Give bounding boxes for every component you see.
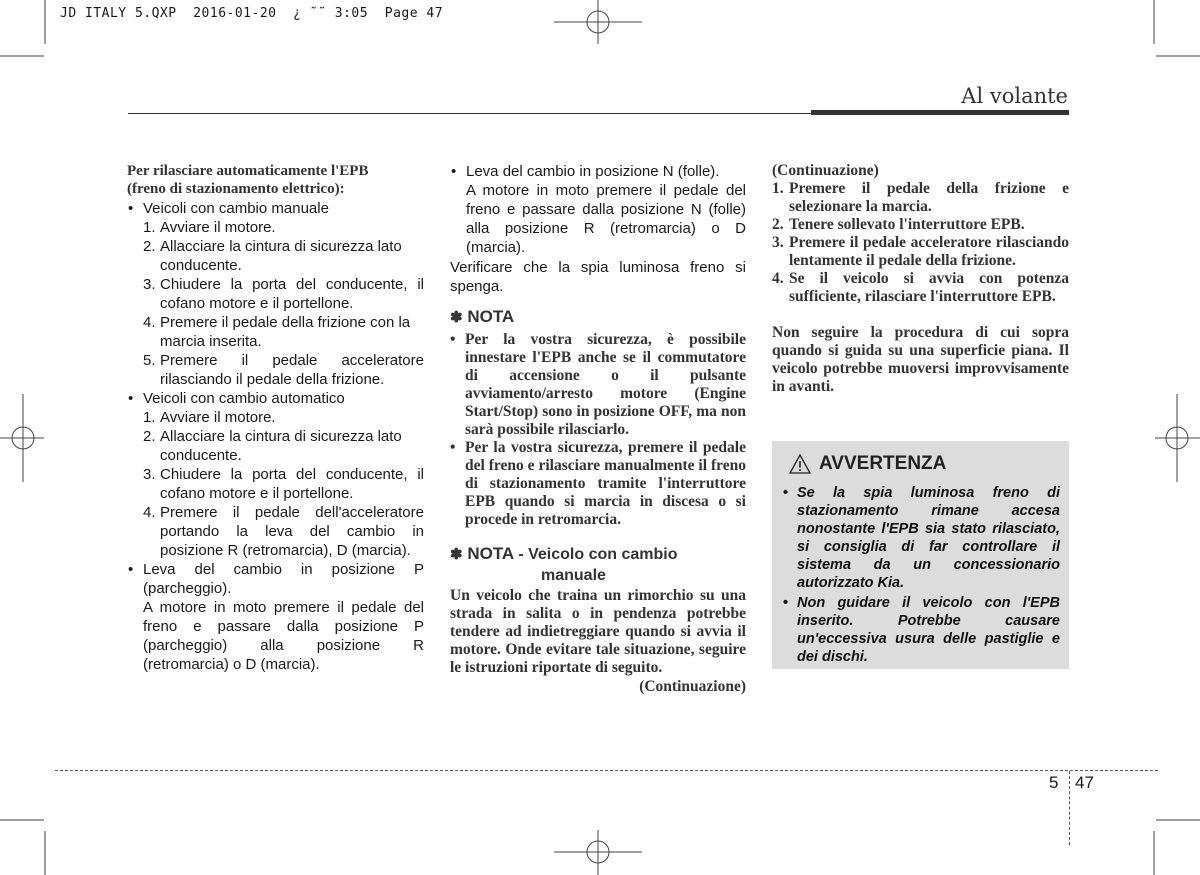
column-2 <box>450 162 746 696</box>
warning-box <box>772 441 1069 669</box>
list-item: 4. Se il veicolo si avvia con potenza sufficiente, rilasciare l'interruttore EPB. <box>772 270 1069 305</box>
list-item: 4. Premere il pedale della frizione con la marcia inserita. <box>143 314 411 350</box>
list-item: 3. Chiudere la porta del conducente, il cofano motore e il portellone. <box>143 276 424 312</box>
page-divider <box>1069 771 1070 845</box>
nota-manual-heading: ✽ NOTA - Veicolo con cambio manuale <box>450 544 678 584</box>
list-item: 2. Tenere sollevato l'interruttore EPB. <box>772 216 1025 233</box>
lever-n-text: A motore in moto premere il pedale del freno e passare dalla posizione N (folle) alla posizione R (retromarcia) o D (marcia). <box>466 182 746 256</box>
list-item: 3. Chiudere la porta del conducente, il cofano motore e il portellone. <box>143 466 424 502</box>
header-rule-thick <box>811 110 1069 115</box>
list-item: 5. Premere il pedale acceleratore rilasciando il pedale della frizione. <box>143 352 424 388</box>
lever-p-text: A motore in moto premere il pedale del freno e passare dalla posizione P (parcheggio) alla posizione R (retromarcia) o D (marcia). <box>143 599 424 673</box>
nota-item: • Per la vostra sicurezza, è possibile innestare l'EPB anche se il commutatore di accensione o il pulsante avviamento/arresto motore (Engine Start/Stop) sono in posizione OFF, ma non sarà possibile rilasciarlo. <box>450 331 746 439</box>
warning-item: • Se la spia luminosa freno di stazionamento rimane accesa nonostante l'EPB sia stato rilasciato, si consiglia di far controllare il sistema da un concessionario autorizzato Kia. <box>781 484 1060 592</box>
column-3 <box>772 162 1069 396</box>
registration-mark-icon <box>554 0 642 44</box>
manual-label: • Veicoli con cambio manuale <box>127 199 424 218</box>
registration-mark-icon <box>0 394 44 482</box>
column-1 <box>127 162 424 674</box>
list-item: 1. Avviare il motore. <box>143 219 276 236</box>
flat-surface-note: Non seguire la procedura di cui sopra quando si guida su una superficie piana. Il veicolo potrebbe muoversi improvvisamente in avanti. <box>772 324 1069 395</box>
warning-triangle-icon <box>789 454 811 474</box>
continued-label: (Continuazione) <box>639 678 746 695</box>
list-item: 4. Premere il pedale dell'acceleratore portando la leva del cambio in posizione R (retromarcia), D (marcia). <box>143 504 424 559</box>
warning-heading: AVVERTENZA <box>789 451 1060 477</box>
registration-mark-icon <box>554 830 642 875</box>
header-rule <box>128 113 811 114</box>
nota-star-icon: ✽ <box>450 309 463 326</box>
lever-p-label: • Leva del cambio in posizione P (parcheggio). <box>127 560 424 598</box>
chapter-number: 5 <box>1049 773 1059 792</box>
list-item: 2. Allacciare la cintura di sicurezza lato conducente. <box>143 428 402 464</box>
footer-rule <box>55 770 1158 771</box>
list-item: 2. Allacciare la cintura di sicurezza lato conducente. <box>143 238 402 274</box>
nota-star-icon: ✽ <box>450 546 463 563</box>
registration-mark-icon <box>1155 394 1200 482</box>
epb-release-heading: Per rilasciare automaticamente l'EPB (freno di stazionamento elettrico): <box>127 163 369 197</box>
page-number: 47 <box>1075 773 1094 792</box>
list-item: 3. Premere il pedale acceleratore rilasciando lentamente il pedale della frizione. <box>772 234 1069 269</box>
verify-text: Verificare che la spia luminosa freno si spenga. <box>450 259 746 295</box>
section-title: Al volante <box>961 84 1068 108</box>
list-item: 1. Avviare il motore. <box>143 409 276 426</box>
automatic-label: • Veicoli con cambio automatico <box>127 389 424 408</box>
nota-manual-text: Un veicolo che traina un rimorchio su una strada in salita o in pendenza potrebbe tendere ad indietreggiare quando si avvia il motore. Onde evitare tale situazione, seguire le istruzioni riportate di seguito. <box>450 587 746 676</box>
lever-n-label: • Leva del cambio in posizione N (folle). <box>450 162 746 181</box>
nota-item: • Per la vostra sicurezza, premere il pedale del freno e rilasciare manualmente il freno di stazionamento tramite l'interruttore EPB quando si marcia in discesa o si procede in retromarcia. <box>450 439 746 529</box>
list-item: 1. Premere il pedale della frizione e selezionare la marcia. <box>772 180 1069 215</box>
nota-heading: ✽ NOTA <box>450 307 515 326</box>
warning-item: • Non guidare il veicolo con l'EPB inserito. Potrebbe causare un'eccessiva usura delle pastiglie e dei dischi. <box>781 594 1060 666</box>
print-slug: JD ITALY 5.QXP 2016-01-20 ¿ ˜˜ 3:05 Page 47 <box>60 6 444 21</box>
continuation-label: (Continuazione) <box>772 162 879 179</box>
